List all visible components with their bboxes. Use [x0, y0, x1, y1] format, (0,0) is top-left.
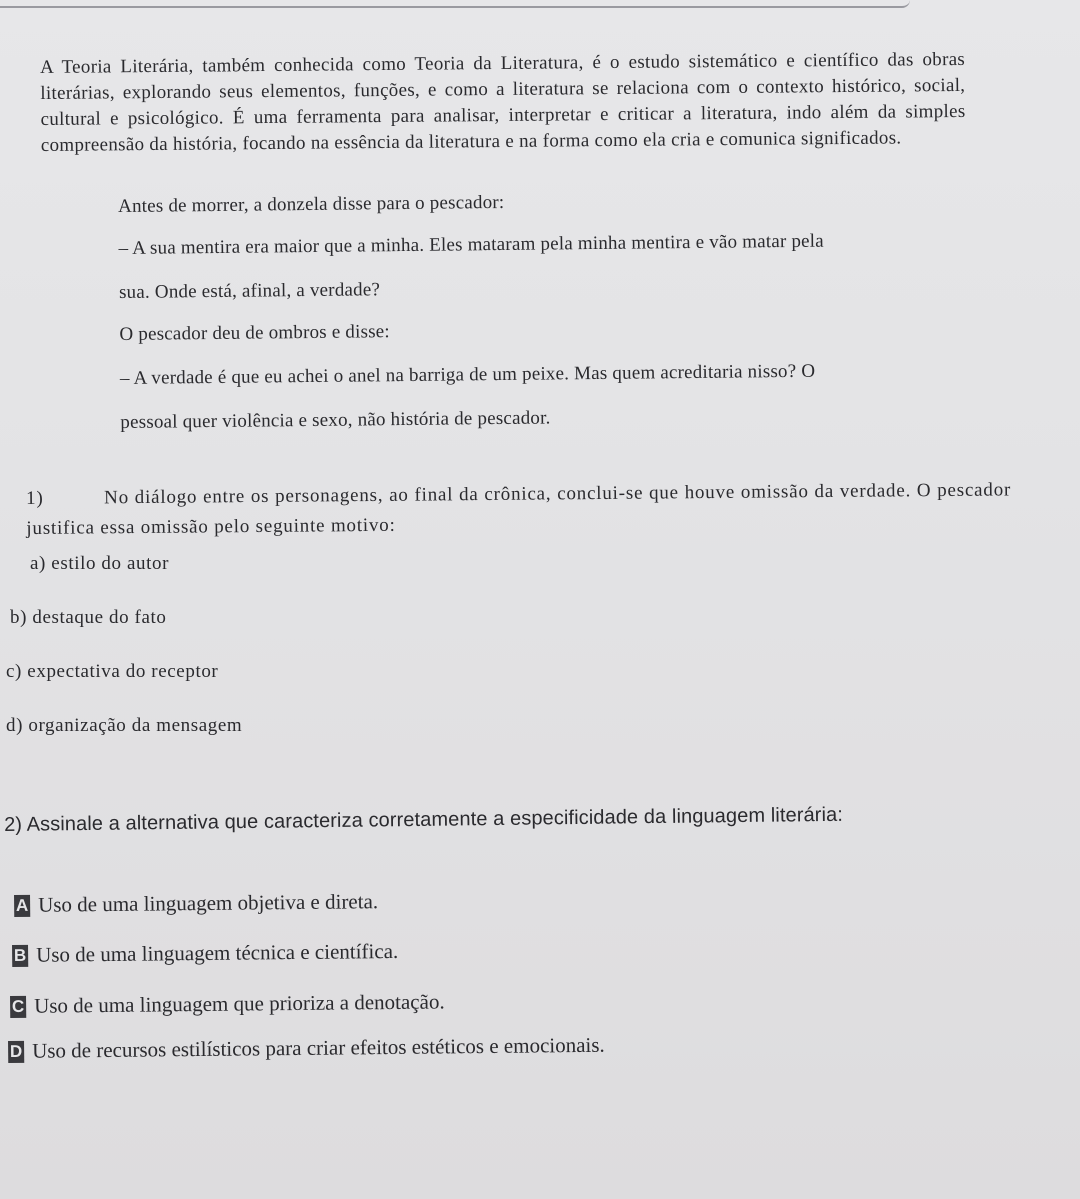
question-2-option-b [12, 939, 398, 968]
intro-paragraph: A Teoria Literária, também conhecida como Teoria da Literatura, é o estudo sistemático e científico das obras literárias, explorando seus elementos, funções, e como a literatura se relaciona com o contexto histórico, social, cultural e psicológico. É uma ferramenta para analisar, interpretar e criticar a literatura, indo além da simples compreensão da história, focando na essência da literatura e na forma como ela cria e comunica significados. [40, 48, 966, 156]
question-1-option-c: c) expectativa do receptor [6, 661, 219, 682]
question-1-option-d: d) organização da mensagem [6, 715, 243, 736]
paper-top-edge [0, 0, 910, 8]
story-line: Antes de morrer, a donzela disse para o pescador: [118, 191, 505, 217]
question-1-text: No diálogo entre os personagens, ao final da crônica, conclui-se que houve omissão da verdade. O pescador justifica essa omissão pelo seguinte motivo: [26, 479, 1012, 539]
option-letter-b: B [12, 945, 28, 967]
option-text: Uso de uma linguagem que prioriza a denotação. [33, 989, 445, 1018]
option-text: Uso de uma linguagem objetiva e direta. [37, 889, 379, 917]
question-1-option-b: b) destaque do fato [10, 607, 167, 628]
option-letter-a: A [14, 895, 30, 917]
question-2-stem: 2) Assinale a alternativa que caracteriza corretamente a especificidade da linguagem literária: [4, 803, 844, 836]
question-2-option-a [14, 889, 378, 918]
question-1-stem [26, 475, 1011, 544]
question-2-option-d [8, 1033, 605, 1064]
question-2-option-c [10, 989, 445, 1019]
question-1-number: 1) [26, 487, 44, 509]
story-excerpt [118, 187, 958, 433]
story-line: pessoal quer violência e sexo, não história de pescador. [120, 407, 551, 433]
option-letter-d: D [8, 1041, 24, 1063]
option-text: Uso de recursos estilísticos para criar efeitos estéticos e emocionais. [31, 1032, 605, 1063]
story-line: – A verdade é que eu achei o anel na barriga de um peixe. Mas quem acreditaria nisso? O [119, 360, 816, 389]
story-line: – A sua mentira era maior que a minha. Eles mataram pela minha mentira e vão matar pela [118, 230, 824, 259]
option-letter-c: C [10, 996, 26, 1018]
option-text: Uso de uma linguagem técnica e científica. [35, 938, 399, 967]
question-1-option-a: a) estilo do autor [30, 553, 170, 574]
story-line: O pescador deu de ombros e disse: [119, 321, 390, 345]
story-line: sua. Onde está, afinal, a verdade? [118, 279, 381, 303]
